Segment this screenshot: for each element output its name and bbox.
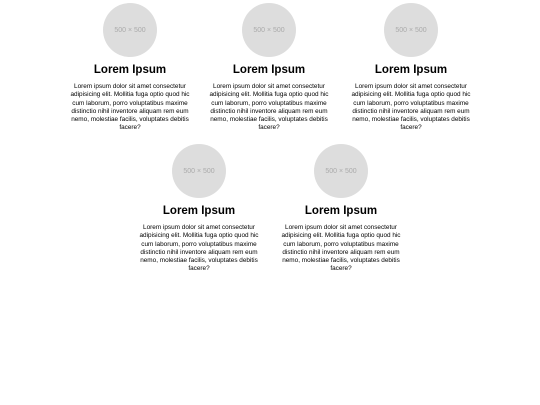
avatar-placeholder-image: 500 × 500 <box>242 3 296 57</box>
avatar-placeholder-image: 500 × 500 <box>314 144 368 198</box>
card-title: Lorem Ipsum <box>304 205 378 217</box>
card-description: Lorem ipsum dolor sit amet consectetur adipisicing elit. Mollitia fuga optio quod hic cum laborum, porro voluptatibus maxime distinctio nihil inventore aliquam rem eum nemo, molestiae facilis, voluptates debitis facere? <box>351 83 471 132</box>
card-description: Lorem ipsum dolor sit amet consectetur adipisicing elit. Mollitia fuga optio quod hic cum laborum, porro voluptatibus maxime distinctio nihil inventore aliquam rem eum nemo, molestiae facilis, voluptates debitis facere? <box>70 83 190 132</box>
card-title: Lorem Ipsum <box>232 64 306 76</box>
profile-card <box>348 3 474 133</box>
avatar-placeholder-image: 500 × 500 <box>384 3 438 57</box>
card-description: Lorem ipsum dolor sit amet consectetur adipisicing elit. Mollitia fuga optio quod hic cum laborum, porro voluptatibus maxime distinctio nihil inventore aliquam rem eum nemo, molestiae facilis, voluptates debitis facere? <box>139 224 259 273</box>
card-title: Lorem Ipsum <box>162 205 236 217</box>
profile-card <box>206 3 332 133</box>
avatar-placeholder-image: 500 × 500 <box>172 144 226 198</box>
profile-card <box>278 144 404 274</box>
avatar-placeholder-image: 500 × 500 <box>103 3 157 57</box>
card-description: Lorem ipsum dolor sit amet consectetur adipisicing elit. Mollitia fuga optio quod hic cum laborum, porro voluptatibus maxime distinctio nihil inventore aliquam rem eum nemo, molestiae facilis, voluptates debitis facere? <box>209 83 329 132</box>
profile-card <box>67 3 193 133</box>
profile-card <box>136 144 262 274</box>
card-description: Lorem ipsum dolor sit amet consectetur adipisicing elit. Mollitia fuga optio quod hic cum laborum, porro voluptatibus maxime distinctio nihil inventore aliquam rem eum nemo, molestiae facilis, voluptates debitis facere? <box>281 224 401 273</box>
card-title: Lorem Ipsum <box>93 64 167 76</box>
card-title: Lorem Ipsum <box>374 64 448 76</box>
